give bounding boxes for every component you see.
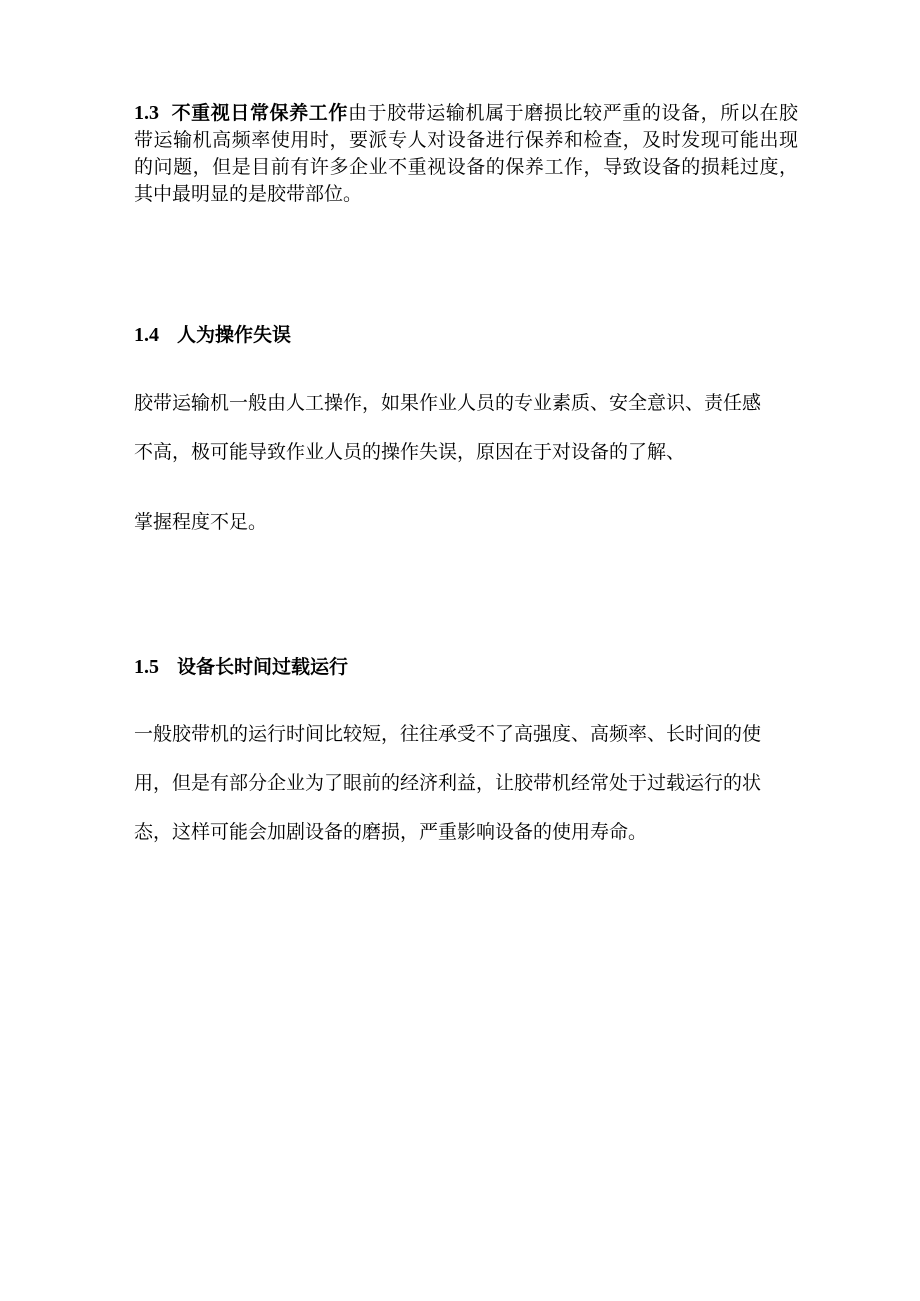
section-1-4-title: 人为操作失误	[177, 324, 292, 346]
section-1-5-line-2: 用，但是有部分企业为了眼前的经济利益，让胶带机经常处于过载运行的状	[134, 772, 762, 794]
section-1-3-body: 由于胶带运输机属于磨损比较严重的设备，所以在胶带运输机高频率使用时，要派专人对设备进行保养和检查，及时发现可能出现的问题，但是目前有许多企业不重视设备的保养工作，导致设备的损耗过度，其中最明显的是胶带部位。	[134, 102, 798, 205]
section-1-4-heading	[134, 321, 798, 349]
section-1-4-line-2: 不高，极可能导致作业人员的操作失误，原因在于对设备的了解、	[134, 441, 686, 463]
section-1-3-paragraph	[134, 100, 798, 208]
section-1-4-line-1: 胶带运输机一般由人工操作，如果作业人员的专业素质、安全意识、责任感	[134, 392, 762, 414]
section-1-5-title: 设备长时间过载运行	[177, 656, 349, 678]
section-1-5-line-3: 态，这样可能会加剧设备的磨损，严重影响设备的使用寿命。	[134, 821, 648, 843]
section-1-3-number: 1.3	[134, 102, 159, 124]
section-1-5-heading	[134, 653, 798, 681]
section-1-3-title: 不重视日常保养工作	[171, 102, 348, 124]
section-1-5-number: 1.5	[134, 656, 159, 678]
section-1-5-line-1: 一般胶带机的运行时间比较短，往往承受不了高强度、高频率、长时间的使	[134, 723, 762, 745]
section-1-4-number: 1.4	[134, 324, 159, 346]
section-1-4-line-3: 掌握程度不足。	[134, 511, 268, 533]
